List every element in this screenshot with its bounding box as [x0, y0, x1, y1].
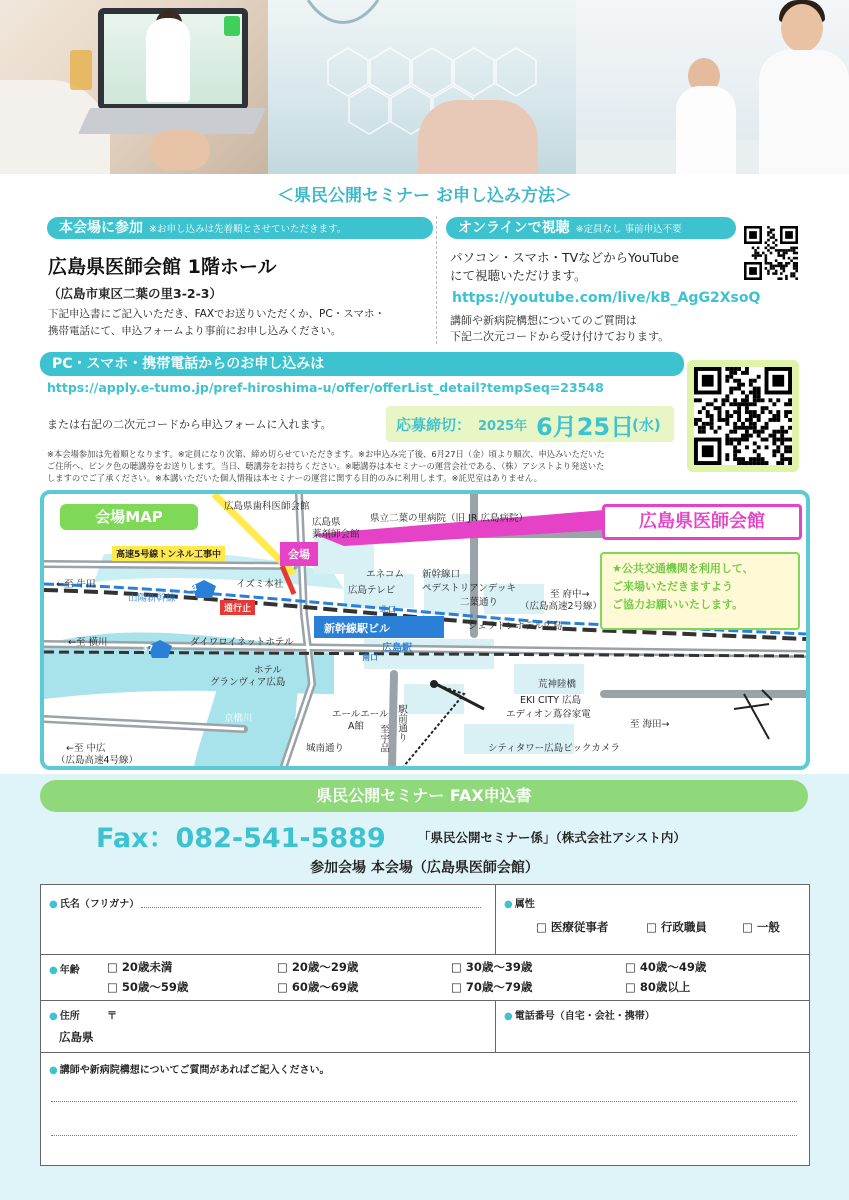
route-37-icon: 37	[142, 644, 154, 653]
address-value: 広島県	[59, 1030, 94, 1044]
venue-pill-label: 本会場に参加	[59, 220, 143, 236]
doctor-headset-photo	[576, 0, 849, 174]
map-label: シェラトンホテル広島	[468, 621, 563, 632]
age-option-label: 20歳～29歳	[291, 960, 359, 974]
map-label: ←至 中広	[66, 743, 106, 754]
online-question-2: 下記二次元コードから受け付けております。	[450, 330, 670, 343]
map-label: エネコム	[366, 569, 405, 580]
north-exit: 北口	[380, 605, 396, 614]
attribute-cell: ● 属性 □ 医療従事者 □ 行政職員 □ 一般	[496, 885, 809, 955]
transit-line: ★公共交通機関を利用して、	[612, 562, 754, 575]
online-pill-note: ※定員なし 事前申込不要	[575, 224, 682, 235]
fax-number: Fax：082-541-5889	[96, 823, 386, 854]
qr-note: または右記の二次元コードから申込フォームに入れます。	[47, 418, 332, 431]
online-pill	[446, 217, 736, 239]
address-label: 住所	[59, 1011, 80, 1022]
online-pill-label: オンラインで視聴	[458, 220, 570, 236]
transit-line: ご来場いただきますよう	[612, 580, 733, 593]
deadline-dow: (水)	[632, 416, 661, 434]
deadline-day: 6月25日	[536, 413, 635, 441]
question-line[interactable]	[51, 1135, 797, 1136]
age-option-label: 50歳～59歳	[121, 980, 189, 994]
question-line[interactable]	[51, 1101, 797, 1102]
map-label: シティタワー広島ビックカメラ	[488, 743, 620, 754]
note-line: しますのでご了承ください。※本講いただいた個人情報は本セミナーの運営に関する目的のみに利用します。※託児室はありません。	[47, 473, 542, 483]
venue-address: （広島市東区二葉の里3-2-3）	[48, 286, 222, 301]
online-text-2: にて視聴いただけます。	[450, 268, 587, 283]
age-option[interactable]: □ 20歳未満	[107, 960, 173, 974]
map-label: 至 府中→	[550, 589, 590, 600]
header-photo-strip	[0, 0, 849, 174]
venue-banner: 広島県医師会館	[602, 504, 802, 540]
note-line: ※本会場参加は先着順となります。※定員になり次第、締め切らせていただきます。※お申込み完了後、6月27日（金）頃より順次、申込みいただいた	[47, 449, 605, 459]
section-heading: ＜県民公開セミナー お申し込み方法＞	[277, 186, 572, 206]
age-option[interactable]: □ 20歳～29歳	[277, 960, 359, 974]
map-label: 山陽新幹線	[128, 593, 176, 604]
question-cell[interactable]: ● 講師や新病院構想についてご質問があればご記入ください。	[41, 1053, 809, 1165]
hand	[150, 130, 210, 170]
map-label: 京橋川	[224, 713, 253, 724]
map-label: 至宇品	[378, 724, 389, 753]
age-option-label: 30歳～39歳	[465, 960, 533, 974]
online-text-1: パソコン・スマホ・TVなどからYouTube	[450, 250, 680, 265]
pc-pill	[40, 352, 684, 376]
map-label: （広島高速4号線）	[56, 755, 139, 766]
age-option[interactable]: □ 50歳～59歳	[107, 980, 189, 994]
construction-tag: 高速5号線トンネル工事中	[112, 546, 225, 561]
postal-mark: 〒	[107, 1011, 117, 1022]
venue-pill-note: ※お申し込みは先着順とさせていただきます。	[149, 224, 347, 235]
venue-marker[interactable]: 会場	[280, 542, 318, 566]
map-label: （広島高速2号線）	[520, 601, 603, 612]
medical-hex-photo	[268, 0, 576, 174]
age-option[interactable]: □ 60歳～69歳	[277, 980, 359, 994]
map-label: 城南通り	[306, 743, 345, 754]
map-label: EKI CITY 広島	[520, 695, 582, 706]
age-label: 年齢	[59, 965, 80, 976]
laptop-icon	[98, 8, 248, 110]
age-option-label: 70歳～79歳	[465, 980, 533, 994]
map-label: エディオン蔦谷家電	[506, 709, 591, 720]
map-label: A館	[348, 721, 364, 732]
map-label: 荒神陸橋	[538, 679, 577, 690]
venue-map[interactable]	[40, 490, 810, 770]
fax-application-form	[40, 884, 810, 1166]
doctor-headset-icon	[759, 50, 849, 174]
name-label: 氏名（フリガナ）	[59, 899, 140, 910]
map-label: ←至 牛田	[56, 579, 96, 590]
map-label: 薬剤師会館	[312, 529, 360, 540]
venue-pill	[47, 217, 433, 239]
name-furigana-line[interactable]	[141, 907, 481, 908]
age-option-label: 60歳～69歳	[291, 980, 359, 994]
notes	[47, 448, 687, 484]
map-title: 会場MAP	[60, 504, 198, 530]
map-label: 駅前通り	[396, 704, 407, 742]
station-name: 新幹線駅ビル	[324, 622, 390, 635]
deadline-box	[386, 406, 674, 442]
pc-pill-label: PC・スマホ・携帯電話からのお申し込みは	[52, 356, 325, 372]
phone-label: 電話番号（自宅・会社・携帯）	[514, 1011, 655, 1022]
hand	[418, 100, 538, 174]
attr-option-admin[interactable]: □ 行政職員	[646, 920, 707, 934]
map-label: 広島県歯科医師会館	[224, 501, 310, 512]
attr-option-label: 医療従事者	[550, 920, 609, 934]
online-question-1: 講師や新病院構想についてのご質問は	[450, 314, 637, 327]
age-option-label: 20歳未満	[121, 960, 173, 974]
deadline-year: 2025年	[478, 419, 528, 434]
map-label: ホテル	[254, 665, 283, 676]
attr-option-general[interactable]: □ 一般	[742, 920, 780, 934]
map-label: ←至 横川	[68, 637, 108, 648]
age-cell: ● 年齢 □ 20歳未満 □ 20歳～29歳 □ 30歳～39歳 □ 40歳～49歳 □ 50歳～59歳 □ 60歳～69歳 □ 70歳～79歳 □ 80歳以上	[41, 955, 809, 1001]
apply-link[interactable]: https://apply.e-tumo.jp/pref-hiroshima-u/offer/offerList_detail?tempSeq=23548	[47, 380, 604, 395]
age-option[interactable]: □ 40歳～49歳	[625, 960, 707, 974]
venue-name: 広島県医師会館 1階ホール	[48, 256, 277, 278]
fax-venue: 参加会場 本会場（広島県医師会館）	[310, 860, 539, 876]
fax-heading: 県民公開セミナー FAX申込書	[40, 780, 808, 812]
map-label: 広島テレビ	[348, 585, 396, 596]
address-cell[interactable]: ● 住所 〒 広島県	[41, 1001, 496, 1053]
map-label: 県立二葉の里病院（旧 JR 広島病院）	[370, 513, 528, 524]
map-label: 新幹線口	[422, 569, 461, 580]
station-kanji: 広島駅	[382, 643, 412, 654]
laptop-video-call-photo	[0, 0, 268, 174]
age-option[interactable]: □ 30歳～39歳	[451, 960, 533, 974]
note-line: ご住所へ、ピンク色の聴講券をお送りします。当日、聴講券をお持ちください。※聴講券は本セミナーの運営会社である、（株）アシストより発送いた	[47, 461, 605, 471]
phone-cell[interactable]: ● 電話番号（自宅・会社・携帯）	[496, 1001, 809, 1053]
venue-desc-1: 下記申込書にご記入いただき、FAXでお送りいただくか、PC・スマホ・	[48, 308, 385, 320]
attr-option-label: 行政職員	[660, 920, 707, 934]
age-option[interactable]: □ 70歳～79歳	[451, 980, 533, 994]
attribute-label: 属性	[514, 899, 535, 910]
transit-notice	[600, 552, 800, 630]
age-option-label: 40歳～49歳	[639, 960, 707, 974]
youtube-qr-code[interactable]	[744, 226, 798, 280]
map-label: ダイワロイネットホテル	[190, 637, 294, 648]
closed-tag: 通行止	[220, 600, 255, 615]
route-84-icon: 84	[186, 584, 198, 593]
attr-option-label: 一般	[756, 920, 780, 934]
name-cell[interactable]: ● 氏名（フリガナ）	[41, 885, 496, 955]
youtube-link[interactable]: https://youtube.com/live/kB_AgG2XsoQ	[452, 290, 761, 306]
fax-department: 「県民公開セミナー係」（株式会社アシスト内）	[418, 830, 686, 845]
age-option[interactable]: □ 80歳以上	[625, 980, 691, 994]
map-label: グランヴィア広島	[210, 677, 286, 688]
attr-option-medical[interactable]: □ 医療従事者	[536, 920, 609, 934]
doctor-coat	[676, 86, 736, 174]
age-option-label: 80歳以上	[639, 980, 691, 994]
map-label: 広島県	[312, 517, 341, 528]
transit-line: ご協力お願いいたします。	[612, 598, 744, 611]
map-label: 至 海田→	[630, 719, 670, 730]
south-exit: 南口	[362, 653, 378, 662]
column-divider	[436, 216, 437, 344]
deadline-label: 応募締切：	[396, 416, 472, 434]
venue-desc-2: 携帯電話にて、申込フォームより事前にお申し込みください。	[48, 325, 342, 337]
map-label: 二葉通り	[460, 597, 499, 608]
map-label: イズミ本社	[236, 579, 284, 590]
map-label: エールエール	[332, 709, 389, 720]
map-label: ペデストリアンデッキ	[422, 583, 517, 594]
doctor-face	[781, 4, 823, 52]
question-label: 講師や新病院構想についてご質問があればご記入ください。	[59, 1065, 330, 1076]
apply-qr-code[interactable]	[694, 367, 792, 465]
glass-icon	[70, 50, 92, 90]
